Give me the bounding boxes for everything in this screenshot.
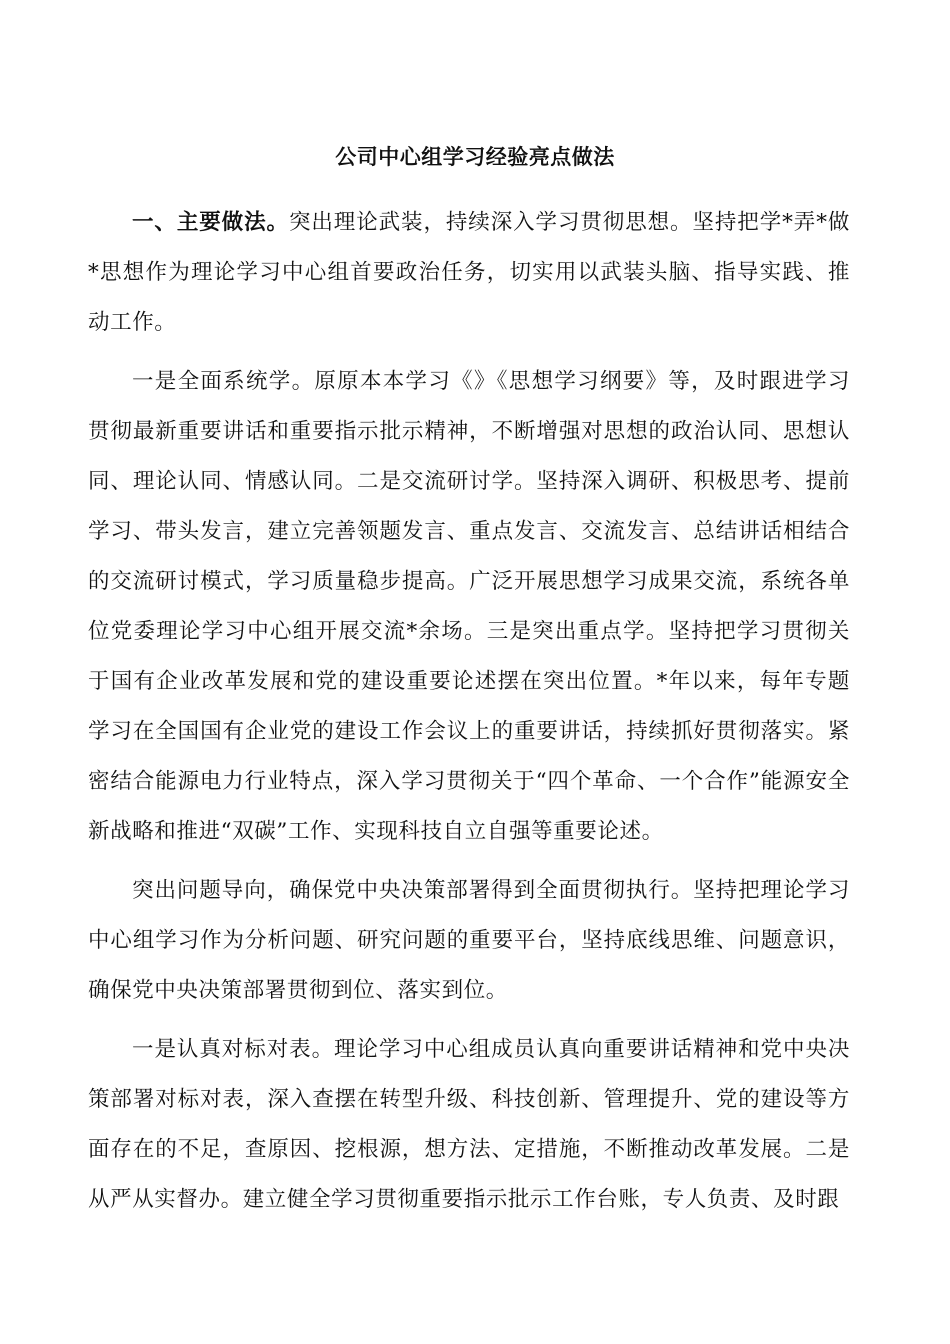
- paragraph-text: 突出理论武装，持续深入学习贯彻思想。坚持把学*弄*做*思想作为理论学习中心组首要政治任务，切实用以武装头脑、指导实践、推动工作。: [88, 210, 850, 335]
- paragraph-text: 一是全面系统学。原原本本学习《》《思想学习纲要》等，及时跟进学习贯彻最新重要讲话和重要指示批示精神，不断增强对思想的政治认同、思想认同、理论认同、情感认同。二是交流研讨学。坚持深入调研、积极思考、提前学习、带头发言，建立完善领题发言、重点发言、交流发言、总结讲话相结合的交流研讨模式，学习质量稳步提高。广泛开展思想学习成果交流，系统各单位党委理论学习中心组开展交流*余场。三是突出重点学。坚持把学习贯彻关于国有企业改革发展和党的建设重要论述摆在突出位置。*年以来，每年专题学习在全国国有企业党的建设工作会议上的重要讲话，持续抓好贯彻落实。紧密结合能源电力行业特点，深入学习贯彻关于“四个革命、一个合作”能源安全新战略和推进“双碳”工作、实现科技自立自强等重要论述。: [88, 369, 850, 844]
- paragraph-main-practices: [88, 198, 850, 348]
- document-body: [88, 198, 850, 1234]
- document-title: 公司中心组学习经验亮点做法: [335, 144, 615, 169]
- paragraph-problem-orientation: [88, 866, 850, 1016]
- paragraph-text: 突出问题导向，确保党中央决策部署得到全面贯彻执行。坚持把理论学习中心组学习作为分析问题、研究问题的重要平台，坚持底线思维、问题意识，确保党中央决策部署贯彻到位、落实到位。: [88, 878, 850, 1003]
- paragraph-study-methods: [88, 357, 850, 857]
- section-heading: 一、主要做法。: [132, 210, 289, 235]
- paragraph-benchmarking: [88, 1025, 850, 1225]
- paragraph-text: 一是认真对标对表。理论学习中心组成员认真向重要讲话精神和党中央决策部署对标对表，深入查摆在转型升级、科技创新、管理提升、党的建设等方面存在的不足，查原因、挖根源，想方法、定措施，不断推动改革发展。二是从严从实督办。建立健全学习贯彻重要指示批示工作台账，专人负责、及时跟: [88, 1037, 850, 1212]
